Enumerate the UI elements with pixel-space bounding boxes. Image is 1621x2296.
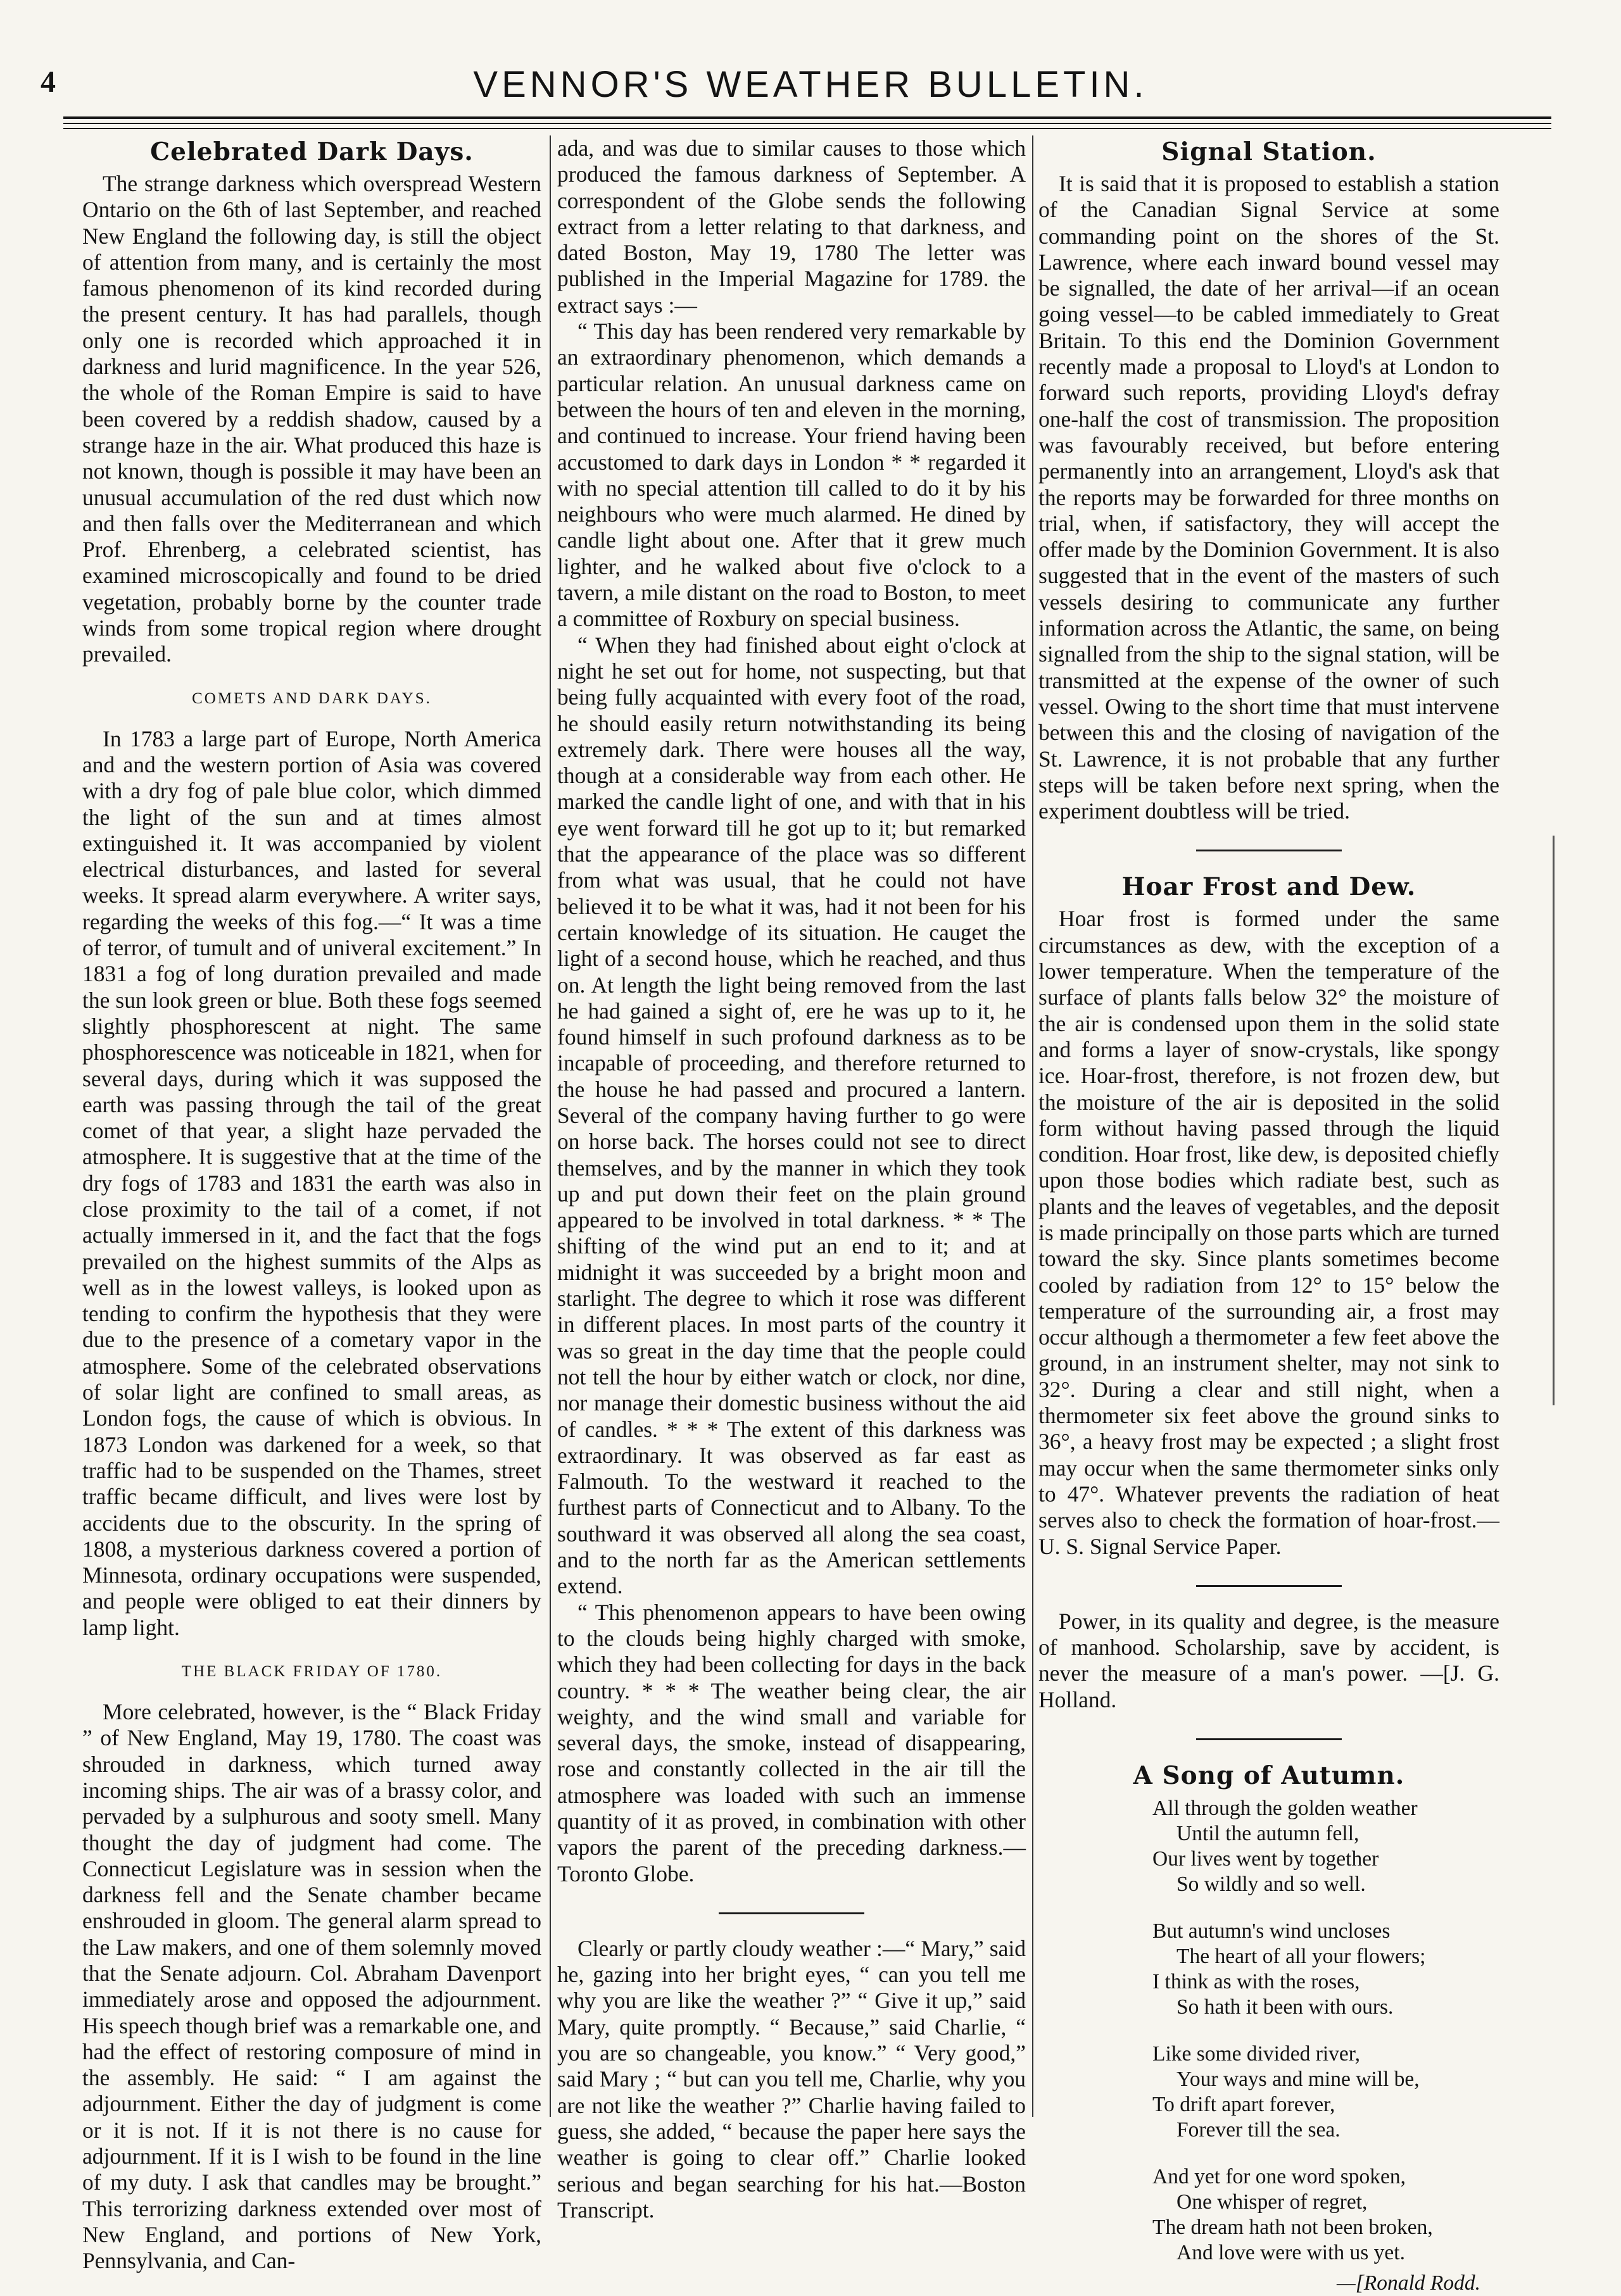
subheading-black-friday: THE BLACK FRIDAY OF 1780. — [181, 1663, 443, 1681]
masthead-rule — [63, 116, 1551, 124]
page-number: 4 — [41, 65, 56, 99]
article-title-dark-days: Celebrated Dark Days. — [150, 137, 474, 166]
poem-stanza — [1152, 2164, 1499, 2266]
poem-line: So wildly and so well. — [1176, 1873, 1366, 1897]
poem-stanza — [1152, 1919, 1499, 2020]
article-paragraph: “ This phenomenon appears to have been owing to the clouds being highly charged with smoke, which they had been collecting for days in the back country. * * * The weather being clear, the air weighty, and the wind small and variable for several days, the smoke, instead of disappearing, rose and constantly collected in the air till the atmosphere was loaded with such an immense quantity of it as proved, in combination with other vapors the parent of the preceding darkness.—Toronto Globe. — [557, 1599, 1026, 1886]
column-divider — [550, 135, 551, 2117]
masthead-rule-thin — [63, 128, 1551, 129]
poem — [1038, 1796, 1499, 2296]
column-divider — [1032, 135, 1033, 2117]
poem-line: So hath it been with ours. — [1176, 1995, 1394, 2019]
column-3 — [1038, 135, 1499, 2295]
section-divider — [1196, 1585, 1342, 1587]
poem-line: One whisper of regret, — [1176, 2190, 1368, 2214]
poem-line: To drift apart forever, — [1152, 2093, 1335, 2117]
subheading-comets: COMETS AND DARK DAYS. — [192, 689, 432, 707]
poem-stanza — [1152, 2042, 1499, 2143]
poem-stanza — [1152, 1796, 1499, 1897]
section-divider — [719, 1912, 864, 1914]
article-title-signal-station: Signal Station. — [1161, 137, 1377, 166]
article-paragraph: “ When they had finished about eight o'clock at night he set out for home, not suspecting, but that being fully acquainted with every foot of the road, he should easily return notwithstanding its being extremely dark. There were houses all the way, though at a considerable way from each other. He marked the candle light of one, and with that in his eye went forward till he got up to it; but remarked that the appearance of the place was so different from what was usual, that he could not have believed it to be what it was, had it not been for his certain knowledge of its situation. He cauget the light of a second house, which he reached, and thus on. At length the light being removed from the last he had gained a sight of, ere he was up to it, he found himself in such profound darkness as to be incapable of proceeding, and therefore returned to the house he had passed and procured a lantern. Several of the company having further to go were on horse back. The horses could not see to direct themselves, and by the manner in which they took up and put down their feet on the plain ground appeared to be involved in total darkness. * * The shifting of the wind put an end to it; and at midnight it was succeeded by a bright moon and starlight. The degree to which it rose was different in different places. In most parts of the country it was so great in the day time that the people could not tell the hour by either watch or clock, nor dine, nor manage their domestic business without the aid of candles. * * * The extent of this darkness was extraordinary. It was observed as far east as Falmouth. To the westward it reached to the furthest parts of Connecticut and to Albany. To the southward it was observed all along the sea coast, and to the north far as the American settlements extend. — [557, 632, 1026, 1599]
poem-credit: —[Ronald Rodd. — [1336, 2271, 1480, 2295]
poem-line: The dream hath not been broken, — [1152, 2216, 1433, 2240]
poem-line: And love were with us yet. — [1176, 2241, 1405, 2265]
article-title-hoar-frost: Hoar Frost and Dew. — [1121, 872, 1416, 902]
article-paragraph: More celebrated, however, is the “ Black Friday ” of New England, May 19, 1780. The coast was shrouded in darkness, which turned away incoming ships. The air was of a brassy color, and pervaded by a sulphurous and sooty smell. Many thought the day of judgment had come. The Connecticut Legislature was in session when the darkness fell and the Senate chamber became enshrouded in gloom. The general alarm spread to the Law makers, and one of them solemnly moved that the Senate adjourn. Col. Abraham Davenport immediately arose and opposed the adjournment. His speech though brief was a remarkable one, and had the effect of restoring composure of mind in the assembly. He said: “ I am against the adjournment. Either the day of judgment is come or it is not. If it is not there is no cause for adjournment. If it is I wish to be found in the line of my duty. I ask that candles may be brought.” This terrorizing darkness extended over most of New England, and portions of New York, Pennsylvania, and Can- — [82, 1699, 541, 2274]
article-paragraph: “ This day has been rendered very remarkable by an extraordinary phenomenon, which demands a particular relation. An unusual darkness came on between the hours of ten and eleven in the morning, and continued to increase. Your friend having been accustomed to dark days in London * * regarded it with no special attention till called to do it by his neighbours who were much alarmed. He dined by candle light about one. After that it grew much lighter, and he walked about five o'clock to a tavern, a mile distant on the road to Boston, to meet a committee of Roxbury on special business. — [557, 318, 1026, 632]
poem-line: I think as with the roses, — [1152, 1970, 1360, 1994]
article-paragraph: Hoar frost is formed under the same circumstances as dew, with the exception of a lower temperature. When the temperature of the surface of plants falls below 32° the moisture of the air is condensed upon them in the solid state and forms a layer of snow-crystals, like spongy ice. Hoar-frost, therefore, is not frozen dew, but the moisture of the air is deposited in the solid form without having passed through the liquid condition. Hoar frost, like dew, is deposited chiefly upon those bodies which radiate best, such as plants and the leaves of vegetables, and the deposit is made principally on those parts which are turned toward the sky. Since plants sometimes become cooled by radiation from 12° to 15° below the temperature of the surrounding air, a frost may occur although a thermometer a few feet above the ground, in an instrument shelter, may not sink to 32°. During a clear and still night, when a thermometer six feet above the ground sinks to 36°, a heavy frost may be expected ; a slight frost may occur when the same thermometer sinks only to 47°. Whatever prevents the radiation of heat serves also to check the formation of hoar-frost.—U. S. Signal Service Paper. — [1038, 906, 1499, 1559]
article-paragraph: ada, and was due to similar causes to those which produced the famous darkness of September. A correspondent of the Globe sends the following extract from a letter relating to that darkness, and dated Boston, May 19, 1780 The letter was published in the Imperial Magazine for 1789. the extract says :— — [557, 135, 1026, 318]
column-1 — [82, 135, 541, 2274]
article-paragraph: In 1783 a large part of Europe, North America and and the western portion of Asia was covered with a dry fog of pale blue color, which dimmed the light of the sun and at times almost extinguished it. It was accompanied by violent electrical disturbances, and lasted for several weeks. It spread alarm everywhere. A writer says, regarding the weeks of this fog.—“ It was a time of terror, of tumult and of univeral excitement.” In 1831 a fog of long duration prevailed and made the sun look green or blue. Both these fogs seemed slightly phosphorescent at night. The same phosphorescence was noticeable in 1821, when for several days, during which it was supposed the earth was passing through the tail of the great comet of that year, a slight haze pervaded the atmosphere. It is suggestive that at the time of the dry fogs of 1783 and 1831 the earth was also in close proximity to the tail of a comet, if not actually immersed in it, and the fact that the fogs prevailed on the highest summits of the Alps as well as in the lowest valleys, is looked upon as tending to confirm the hypothesis that they were due to the presence of a cometary vapor in the atmosphere. Some of the celebrated observations of solar light are confined to small areas, as London fogs, the cause of which is obvious. In 1873 London was darkened for a week, so that traffic had to be suspended on the Thames, street traffic became difficult, and lives were lost by accidents due to the obscurity. In the spring of 1808, a mysterious darkness covered a portion of Minnesota, ordinary occupations were suspended, and people were obliged to eat their dinners by lamp light. — [82, 725, 541, 1640]
poem-line: Your ways and mine will be, — [1176, 2067, 1420, 2092]
cloudy-weather-anecdote: Clearly or partly cloudy weather :—“ Mary,” said he, gazing into her bright eyes, “ can you tell me why you are like the weather ?” “ Give it up,” said Mary, quite promptly. “ Because,” said Charlie, “ you are so changeable, you know.” “ Very good,” said Mary ; “ but can you tell me, Charlie, why you are not like the weather ?” Charlie having failed to guess, she added, “ because the paper here says the weather is going to clear off.” Charlie looked serious and began searching for his hat.—Boston Transcript. — [557, 1935, 1026, 2223]
poem-line: All through the golden weather — [1152, 1797, 1418, 1821]
poem-line: The heart of all your flowers; — [1176, 1945, 1426, 1969]
article-paragraph: The strange darkness which overspread Western Ontario on the 6th of last September, and reached New England the following day, is still the object of attention from many, and is certainly the most famous phenomenon of its kind recorded during the present century. It has had parallels, though only one is recorded which approached it in darkness and lurid magnificence. In the year 526, the whole of the Roman Empire is said to have been covered by a reddish shadow, caused by a strange haze in the air. What produced this haze is not known, though is possible it may have been an unusual accumulation of the red dust which now and then falls over the Mediterranean and which Prof. Ehrenberg, a celebrated scientist, has examined microscopically and found to be dried vegetation, probably borne by the counter trade winds from some tropical region where drought prevailed. — [82, 171, 541, 667]
article-paragraph: It is said that it is proposed to establish a station of the Canadian Signal Service at some commanding point on the shores of the St. Lawrence, where each inward bound vessel may be signalled, the date of her arrival—if an ocean going vessel—to be cabled immediately to Great Britain. To this end the Dominion Government recently made a proposal to Lloyd's at London to forward such reports, providing Lloyd's defray one-half the cost of transmission. The proposition was favourably received, but before entering permanently into an arrangement, Lloyd's ask that the reports may be forwarded for three months on trial, when, if satisfactory, they will accept the offer made by the Dominion Government. It is also suggested that in the event of the masters of such vessels desiring to communicate any further information across the Atlantic, the same, on being signalled from the ship to the signal station, will be transmitted at the expense of the owner of such vessel. Owing to the short time that must intervene between this and the closing of navigation of the St. Lawrence, it is not probable that any further steps will be taken before next spring, when the experiment doubtless will be tried. — [1038, 171, 1499, 824]
section-divider — [1196, 1738, 1342, 1740]
poem-line: Our lives went by together — [1152, 1847, 1379, 1871]
poem-line: Until the autumn fell, — [1176, 1822, 1359, 1846]
power-quote: Power, in its quality and degree, is the measure of manhood. Scholarship, save by accident, is never the measure of a man's power. —[J. G. Holland. — [1038, 1608, 1499, 1712]
section-divider — [1196, 850, 1342, 851]
poem-line: Like some divided river, — [1152, 2042, 1360, 2066]
poem-line: But autumn's wind uncloses — [1152, 1919, 1391, 1943]
masthead-title: VENNOR'S WEATHER BULLETIN. — [473, 64, 1148, 105]
column-2 — [557, 135, 1026, 2223]
poem-line: And yet for one word spoken, — [1152, 2165, 1406, 2189]
margin-rule — [1553, 836, 1555, 1405]
poem-line: Forever till the sea. — [1176, 2118, 1340, 2142]
poem-title: A Song of Autumn. — [1133, 1761, 1405, 1791]
